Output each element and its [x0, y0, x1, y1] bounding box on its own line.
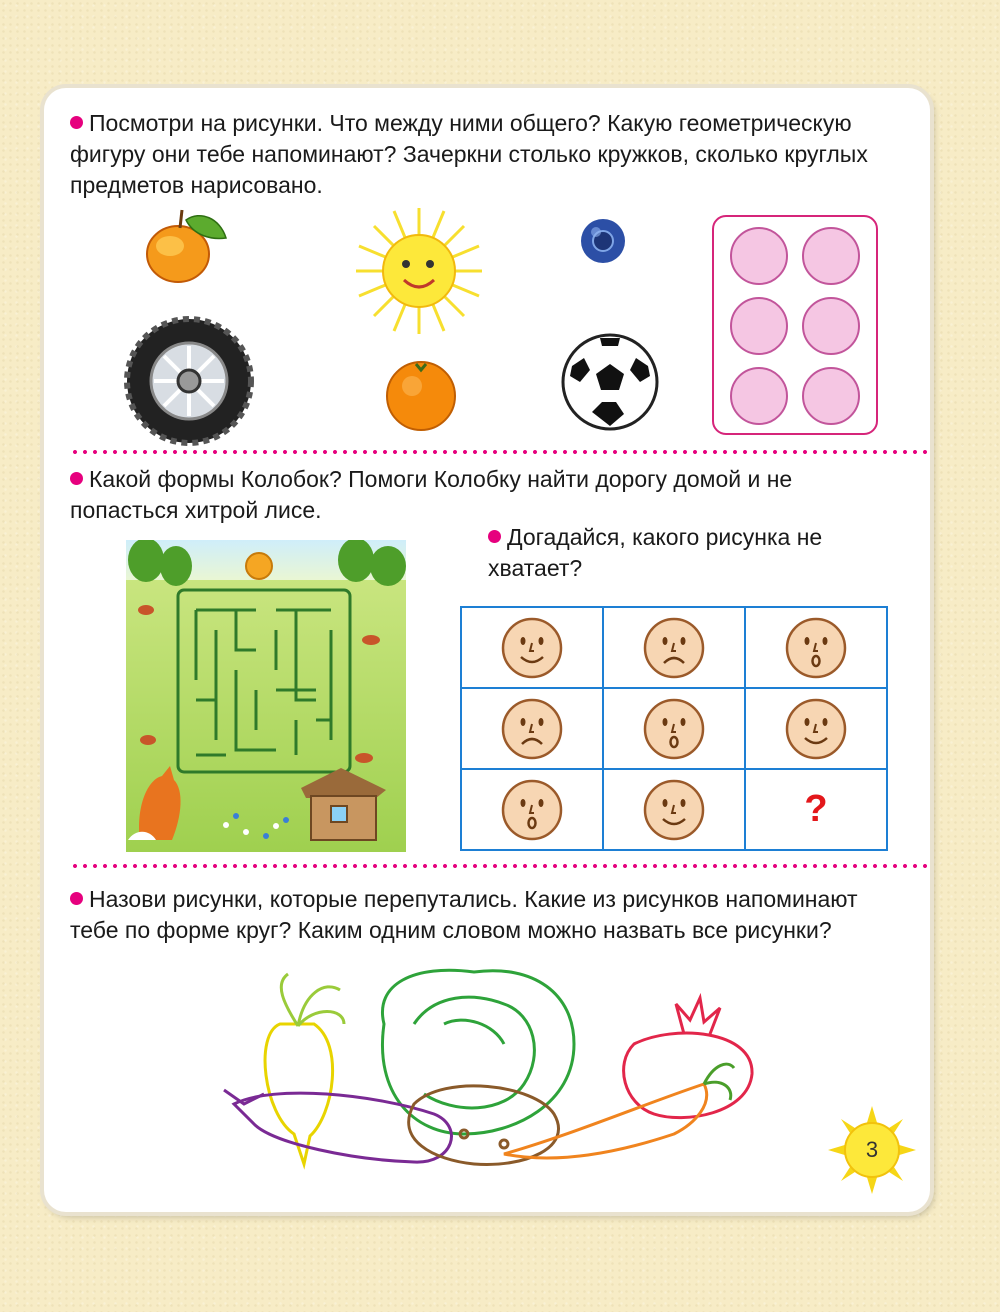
- sun-icon[interactable]: [354, 206, 484, 336]
- answer-circle[interactable]: [802, 297, 860, 355]
- face-cell[interactable]: [461, 769, 603, 850]
- surprised-face-icon: [643, 698, 705, 760]
- sad-face-icon: [643, 617, 705, 679]
- face-cell[interactable]: [603, 607, 745, 688]
- faces-row: [461, 688, 887, 769]
- bullet-icon: [488, 530, 501, 543]
- answer-circle[interactable]: [730, 227, 788, 285]
- sad-face-icon: [501, 698, 563, 760]
- face-cell[interactable]: [603, 688, 745, 769]
- surprised-face-icon: [785, 617, 847, 679]
- missing-face-question-mark: ?: [804, 788, 828, 830]
- answer-circles-box: [712, 215, 878, 435]
- smile-face-icon: [501, 617, 563, 679]
- faces-grid: [460, 606, 888, 851]
- face-cell[interactable]: [461, 607, 603, 688]
- face-cell[interactable]: [745, 688, 887, 769]
- blueberry-icon[interactable]: [578, 214, 628, 268]
- section-divider: [70, 450, 930, 454]
- wheel-icon[interactable]: [124, 316, 254, 446]
- orange-icon[interactable]: [384, 356, 458, 432]
- bullet-icon: [70, 116, 83, 129]
- face-cell[interactable]: [603, 769, 745, 850]
- task-2-text: Какой формы Колобок? Помоги Колобку найти дорогу домой и не попасться хитрой лисе.: [70, 466, 793, 523]
- maze-illustration[interactable]: [126, 540, 406, 852]
- faces-row: [461, 769, 887, 850]
- content-panel: [44, 88, 930, 1212]
- task-3-text: Догадайся, какого рисунка не хватает?: [488, 524, 823, 581]
- apple-icon[interactable]: [140, 204, 230, 284]
- smile-face-icon: [785, 698, 847, 760]
- vegetables-outline-illustration[interactable]: [214, 964, 754, 1200]
- answer-circle[interactable]: [802, 367, 860, 425]
- face-cell[interactable]: [461, 688, 603, 769]
- smile-face-icon: [643, 779, 705, 841]
- answer-circle[interactable]: [802, 227, 860, 285]
- page-number: 3: [865, 1137, 879, 1162]
- surprised-face-icon: [501, 779, 563, 841]
- soccer-ball-icon[interactable]: [560, 330, 660, 434]
- answer-circle[interactable]: [730, 297, 788, 355]
- task-1-text: Посмотри на рисунки. Что между ними общего? Какую геометрическую фигуру они тебе напоминают? Зачеркни столько кружков, сколько круглых предметов нарисовано.: [70, 110, 868, 198]
- face-cell[interactable]: [745, 769, 887, 850]
- bullet-icon: [70, 472, 83, 485]
- bullet-icon: [70, 892, 83, 905]
- page-number-badge: [828, 1106, 916, 1194]
- face-cell[interactable]: [745, 607, 887, 688]
- task-4-text: Назови рисунки, которые перепутались. Какие из рисунков напоминают тебе по форме круг? Каким одним словом можно назвать все рисунки?: [70, 886, 858, 943]
- section-divider: [70, 864, 930, 868]
- faces-row: [461, 607, 887, 688]
- answer-circle[interactable]: [730, 367, 788, 425]
